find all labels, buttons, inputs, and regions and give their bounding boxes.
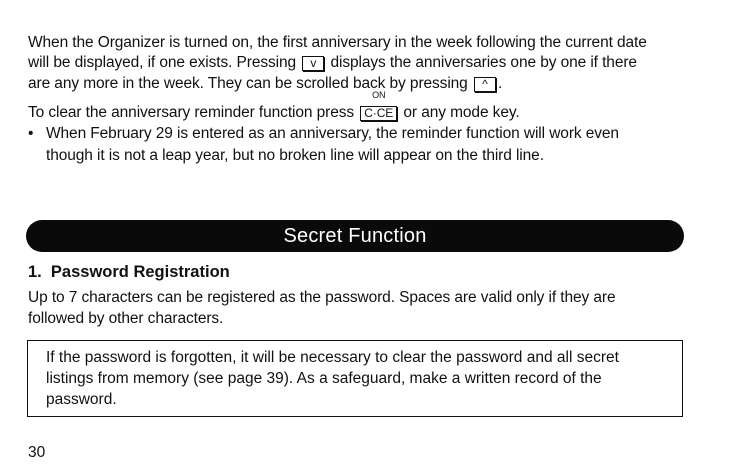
intro-text-1: When the Organizer is turned on, the first anniversary in the week following the current date [28, 34, 647, 51]
section-heading: 1. Password Registration [28, 263, 230, 281]
bullet-text-2: though it is not a leap year, but no broken line will appear on the third line. [46, 147, 544, 164]
bullet-line-2 [46, 146, 544, 166]
intro-line-1 [28, 33, 647, 53]
cce-key-group [358, 90, 399, 123]
intro-text-2b: displays the anniversaries one by one if there [330, 54, 637, 71]
intro-text-2a: will be displayed, if one exists. Pressing [28, 54, 297, 71]
note-line-3: password. [46, 391, 117, 408]
clear-line [28, 90, 520, 123]
clear-text-a: To clear the anniversary reminder function press [28, 104, 355, 121]
intro-line-2 [28, 53, 637, 73]
clear-text-b: or any mode key. [403, 104, 520, 121]
section-line-1 [28, 288, 616, 308]
intro-line-3 [28, 74, 502, 94]
on-key-label: ON [372, 90, 386, 100]
note-line-2: listings from memory (see page 39). As a safeguard, make a written record of the [46, 370, 602, 387]
bullet-text-1: When February 29 is entered as an anniversary, the reminder function will work even [46, 125, 619, 142]
note-line-1: If the password is forgotten, it will be necessary to clear the password and all secret [46, 349, 619, 366]
up-arrow-key-icon: ^ [474, 77, 496, 92]
section-banner [26, 220, 684, 252]
page-number: 30 [28, 444, 46, 461]
section-text-2: followed by other characters. [28, 310, 224, 327]
cce-key-icon: C·CE [360, 106, 397, 121]
bullet-icon: • [28, 125, 34, 142]
note-box [27, 340, 683, 417]
intro-text-3a: are any more in the week. They can be scrolled back by pressing [28, 75, 468, 92]
banner-title: Secret Function [283, 224, 427, 247]
section-text-1: Up to 7 characters can be registered as the password. Spaces are valid only if they are [28, 289, 616, 306]
down-arrow-key-icon: v [302, 56, 324, 71]
bullet-line-1 [28, 124, 619, 144]
section-line-2 [28, 309, 223, 329]
intro-text-3b: . [497, 75, 503, 92]
